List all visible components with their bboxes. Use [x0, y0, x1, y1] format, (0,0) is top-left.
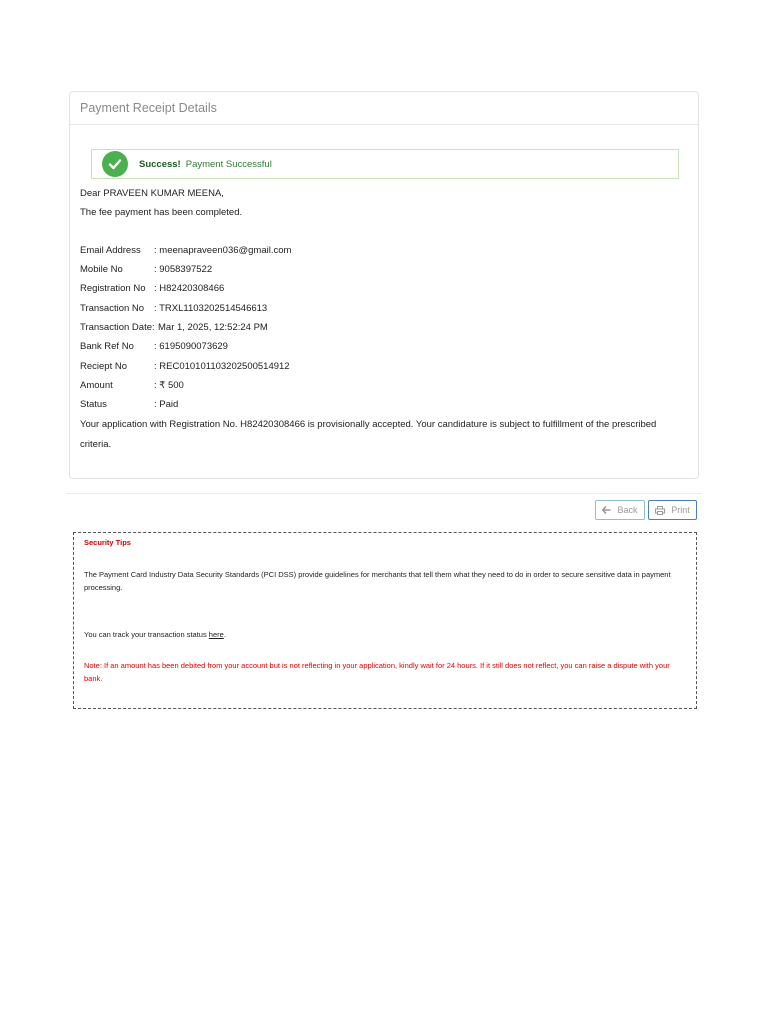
detail-value: : ₹ 500 [154, 380, 184, 391]
detail-value: : 6195090073629 [154, 341, 228, 352]
acceptance-text: Your application with Registration No. H82420308466 is provisionally accepted. Your candidature is subject to fulfillment of the prescribed criteria. [80, 419, 657, 450]
detail-label: Bank Ref No [80, 341, 134, 352]
detail-row-receipt [80, 361, 290, 372]
debit-note: Note: If an amount has been debited from your account but is not reflecting in your application, kindly wait for 24 hours. If it still does not reflect, you can raise a dispute with your bank. [84, 661, 670, 683]
detail-label: Mobile No [80, 264, 123, 275]
check-circle-icon [102, 151, 128, 177]
alert-strong: Success! [139, 158, 181, 170]
success-alert [91, 149, 679, 179]
print-label: Print [671, 505, 690, 515]
pci-text: The Payment Card Industry Data Security Standards (PCI DSS) provide guidelines for merchants that tell them what they need to do in order to secure sensitive data in payment processing. [84, 570, 671, 592]
detail-label: Amount [80, 380, 113, 391]
security-tips-box [73, 532, 697, 709]
detail-row-transaction-date [80, 322, 268, 333]
security-tips-title: Security Tips [84, 538, 131, 547]
track-status-link[interactable]: here [208, 630, 224, 639]
alert-message: Payment Successful [185, 158, 272, 170]
detail-label: Transaction No [80, 303, 145, 314]
detail-label: Transaction Date: [80, 322, 155, 333]
alert-text [139, 150, 272, 178]
detail-label: Email Address [80, 245, 141, 256]
detail-value: Mar 1, 2025, 12:52:24 PM [158, 322, 268, 333]
detail-label: Status [80, 399, 107, 410]
detail-row-transaction-no [80, 303, 267, 314]
detail-value: : REC010101103202500514912 [154, 361, 290, 372]
payment-receipt-panel [69, 91, 699, 479]
back-label: Back [617, 505, 638, 515]
greeting: Dear PRAVEEN KUMAR MEENA, [80, 188, 224, 199]
detail-value: : meenapraveen036@gmail.com [154, 245, 292, 256]
detail-row-status [80, 399, 178, 410]
back-button[interactable] [595, 500, 645, 520]
detail-row-amount [80, 380, 184, 391]
printer-icon [655, 506, 665, 515]
detail-value: : H82420308466 [154, 283, 225, 294]
detail-value: : 9058397522 [154, 264, 213, 275]
track-text [84, 628, 684, 641]
detail-row-mobile [80, 264, 212, 275]
divider [66, 493, 702, 494]
panel-title: Payment Receipt Details [70, 92, 698, 125]
print-button[interactable] [648, 500, 697, 520]
detail-row-registration [80, 283, 224, 294]
detail-value: : TRXL1103202514546613 [154, 303, 268, 314]
detail-label: Registration No [80, 283, 146, 294]
track-prefix: You can track your transaction status [84, 630, 209, 639]
track-suffix: . [223, 630, 226, 639]
detail-row-email [80, 245, 291, 256]
completed-text: The fee payment has been completed. [80, 207, 243, 218]
detail-value: : Paid [154, 399, 179, 410]
detail-row-bank-ref [80, 341, 228, 352]
detail-label: Reciept No [80, 361, 127, 372]
arrow-left-icon [602, 506, 611, 514]
